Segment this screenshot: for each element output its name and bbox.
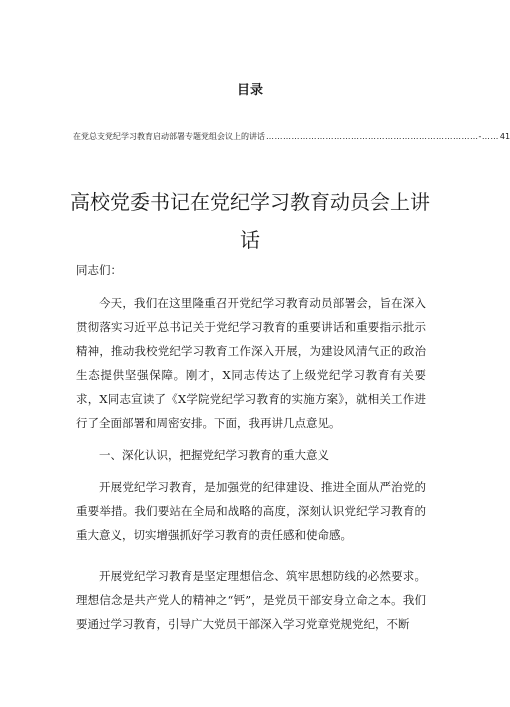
- document-title: 高校党委书记在党纪学习教育动员会上讲话: [70, 190, 430, 252]
- section-heading: 一、深化认识，把握党纪学习教育的重大意义: [99, 448, 329, 462]
- toc-page-number: 41: [499, 132, 510, 141]
- toc-entry-title: 在党总支党纪学习教育启动部署专题党组会议上的讲话: [73, 132, 265, 141]
- body-paragraph: 开展党纪学习教育是坚定理想信念、筑牢思想防线的必然要求。理想信念是共产党人的精神之“钙”，是党员干部安身立命之本。我们要通过学习教育，引导广大党员干部深入学习党章党规党纪，不断: [76, 569, 426, 631]
- toc-heading: 目录: [236, 83, 263, 98]
- salutation: 同志们：: [76, 263, 122, 277]
- body-paragraph: 今天，我们在这里隆重召开党纪学习教育动员部署会，旨在深入贯彻落实习近平总书记关于党纪学习教育的重要讲话和重要指示批示精神，推动我校党纪学习教育工作深入开展，为建设风清气正的政治生态提供坚强保障。刚才，X同志传达了上级党纪学习教育有关要求，X同志宣读了《X学院党纪学习教育的实施方案》，就相关工作进行了全面部署和周密安排。下面，我再讲几点意见。: [76, 296, 426, 430]
- toc-entry[interactable]: [73, 131, 510, 142]
- toc-leader-dots: …………………………………………………………………-……: [266, 132, 499, 141]
- body-paragraph: 开展党纪学习教育，是加强党的纪律建设、推进全面从严治党的重要举措。我们要站在全局和战略的高度，深刻认识党纪学习教育的重大意义，切实增强抓好学习教育的责任感和使命感。: [76, 480, 426, 542]
